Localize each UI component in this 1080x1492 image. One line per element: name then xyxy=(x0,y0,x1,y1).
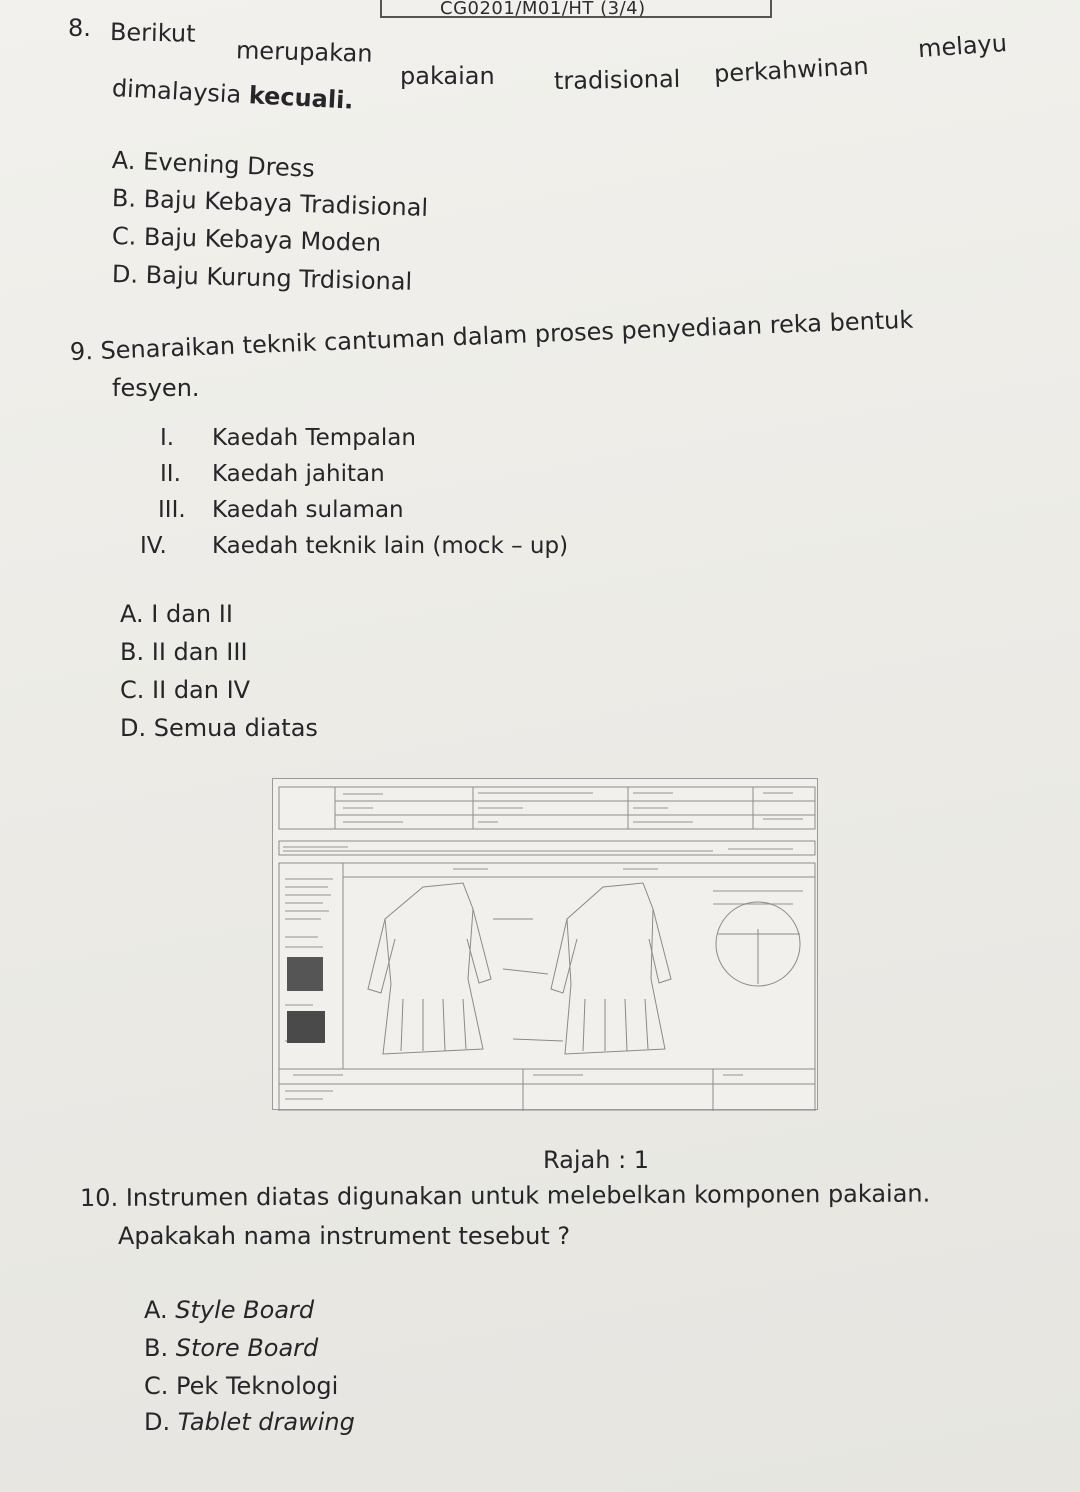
option-key: A. xyxy=(144,1296,168,1324)
stem-word: Berikut xyxy=(109,18,196,48)
option-key: A. xyxy=(111,146,137,176)
option-key: B. xyxy=(144,1334,169,1362)
stem-line-2 xyxy=(111,74,354,115)
question-stem-line-2: Apakakah nama instrument tesebut ? xyxy=(118,1222,571,1250)
stem-word: merupakan xyxy=(235,36,373,68)
question-number: 9. xyxy=(69,337,94,366)
spec-sheet-figure xyxy=(272,778,818,1110)
question-stem-line-1 xyxy=(69,306,913,366)
item-key: IV. xyxy=(140,533,167,559)
option-a xyxy=(144,1296,314,1324)
option-c xyxy=(112,222,382,257)
question-stem-line-1 xyxy=(80,1180,930,1212)
stem-text: Instrumen diatas digunakan untuk melebelkan komponen pakaian. xyxy=(125,1179,931,1212)
option-d xyxy=(112,260,413,296)
item-text: Kaedah sulaman xyxy=(212,497,404,523)
option-b xyxy=(144,1334,318,1362)
option-text: I dan II xyxy=(151,600,233,628)
stem-text: Senaraikan teknik cantuman dalam proses penyediaan reka bentuk xyxy=(99,305,914,365)
figure-caption: Rajah : 1 xyxy=(543,1146,650,1174)
option-text: Baju Kebaya Moden xyxy=(143,222,382,258)
stem-word: melayu xyxy=(917,28,1008,64)
option-a xyxy=(111,146,315,183)
option-text: II dan III xyxy=(151,638,248,666)
item-iv xyxy=(140,532,568,560)
option-text: Baju Kurung Trdisional xyxy=(145,260,413,296)
option-key: D. xyxy=(144,1408,171,1436)
option-text: Tablet drawing xyxy=(177,1408,355,1436)
stem-word: perkahwinan xyxy=(713,51,870,89)
stem-word: tradisional xyxy=(553,64,681,96)
item-key: III. xyxy=(158,497,186,523)
option-text: Evening Dress xyxy=(142,147,316,183)
stem-emphasis: kecuali. xyxy=(248,81,355,115)
option-b xyxy=(120,638,248,666)
option-key: C. xyxy=(120,676,145,704)
option-text: Store Board xyxy=(175,1334,319,1362)
item-text: Kaedah jahitan xyxy=(212,461,385,487)
spec-sheet-drawing xyxy=(273,779,819,1111)
item-key: II. xyxy=(160,461,181,487)
item-iii xyxy=(158,496,404,524)
option-key: D. xyxy=(120,714,147,742)
item-text: Kaedah teknik lain (mock – up) xyxy=(212,533,569,559)
option-b xyxy=(112,184,429,222)
option-key: C. xyxy=(111,222,137,251)
question-stem-line-2: fesyen. xyxy=(112,374,200,402)
question-number: 8. xyxy=(68,14,91,42)
option-key: A. xyxy=(120,600,144,628)
stem-text: dimalaysia xyxy=(111,74,243,109)
option-text: Pek Teknologi xyxy=(176,1372,339,1400)
option-key: B. xyxy=(120,638,145,666)
item-text: Kaedah Tempalan xyxy=(212,425,416,451)
paper-code: CG0201/M01/HT (3/4) xyxy=(440,0,646,19)
item-ii xyxy=(160,460,385,488)
option-text: II dan IV xyxy=(152,676,251,704)
stem-word: pakaian xyxy=(400,62,495,90)
question-number: 10. xyxy=(79,1183,119,1212)
option-d xyxy=(120,714,318,742)
option-c xyxy=(144,1372,338,1400)
option-c xyxy=(120,676,250,704)
option-key: B. xyxy=(111,184,137,213)
option-d xyxy=(144,1408,355,1436)
option-text: Baju Kebaya Tradisional xyxy=(143,185,429,222)
option-text: Semua diatas xyxy=(153,714,318,742)
item-i xyxy=(160,424,416,452)
option-text: Style Board xyxy=(175,1296,315,1324)
option-key: C. xyxy=(144,1372,169,1400)
option-a xyxy=(120,600,233,628)
option-key: D. xyxy=(111,260,139,289)
item-key: I. xyxy=(160,425,175,451)
